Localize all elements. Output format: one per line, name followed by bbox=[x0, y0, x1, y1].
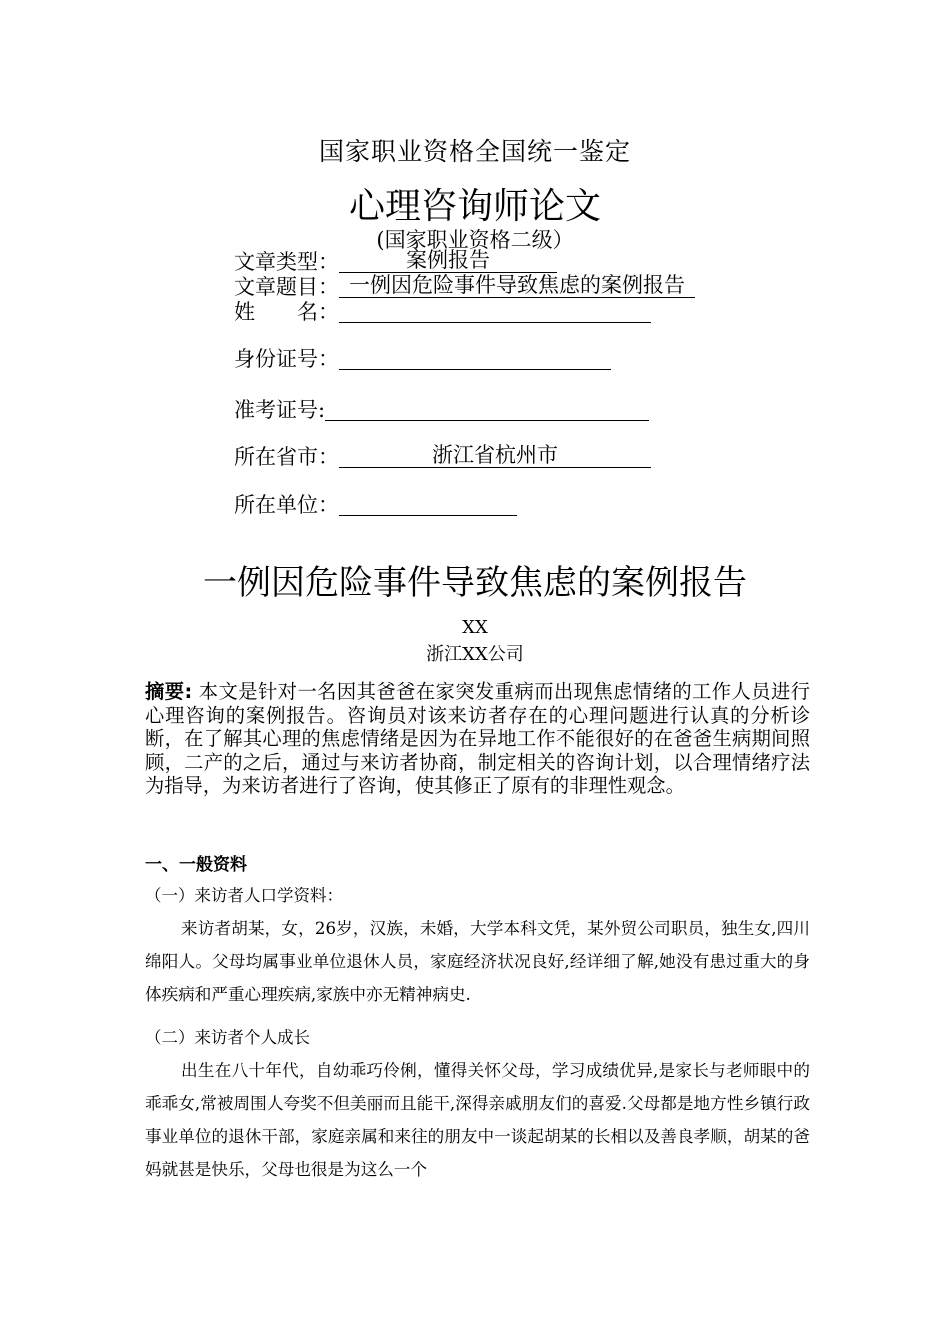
subsection-heading: （二）来访者个人成长 bbox=[145, 1028, 310, 1047]
article-author: XX bbox=[462, 617, 488, 638]
field-label: 所在省市： bbox=[234, 445, 339, 469]
field-article-topic bbox=[234, 273, 695, 301]
field-unit bbox=[234, 491, 517, 519]
abstract bbox=[145, 680, 810, 798]
field-label: 文章类型： bbox=[234, 250, 339, 274]
paragraph: 出生在八十年代，自幼乖巧伶俐，懂得关怀父母，学习成绩优异,是家长与老师眼中的乖乖女,常被周围人夸奖不但美丽而且能干,深得亲戚朋友们的喜爱.父母都是地方性乡镇行政事业单位的退休干部，家庭亲属和来往的朋友中一谈起胡某的长相以及善良孝顺，胡某的爸妈就甚是快乐，父母也很是为这么一个 bbox=[145, 1061, 810, 1179]
field-exam-number bbox=[234, 396, 649, 424]
certification-heading: 国家职业资格全国统一鉴定 bbox=[318, 137, 631, 166]
field-label: 所在单位： bbox=[234, 493, 339, 517]
field-blank bbox=[325, 396, 649, 421]
field-value: 案例报告 bbox=[339, 248, 557, 273]
field-blank bbox=[339, 491, 517, 516]
paragraph: 来访者胡某，女，26岁，汉族，未婚，大学本科文凭，某外贸公司职员，独生女,四川绵阳人。父母均属事业单位退休人员，家庭经济状况良好,经详细了解,她没有患过重大的身体疾病和严重心理疾病,家族中亦无精神病史. bbox=[145, 919, 810, 1004]
subsection-heading: （一）来访者人口学资料： bbox=[145, 886, 343, 905]
grade-subtitle: (国家职业资格二级） bbox=[376, 228, 574, 252]
field-value: 浙江省杭州市 bbox=[339, 443, 651, 468]
field-id-number bbox=[234, 345, 611, 373]
field-article-type bbox=[234, 248, 557, 276]
field-name bbox=[234, 298, 651, 326]
section-heading: 一、一般资料 bbox=[145, 855, 247, 875]
field-blank bbox=[339, 298, 651, 323]
article-organization: 浙江XX公司 bbox=[426, 644, 524, 665]
field-label: 准考证号: bbox=[234, 398, 326, 422]
field-label: 姓 名： bbox=[234, 300, 339, 324]
field-blank bbox=[339, 345, 611, 370]
paper-title: 心理咨询师论文 bbox=[348, 186, 601, 227]
field-label: 文章题目： bbox=[234, 275, 339, 299]
field-value: 一例因危险事件导致焦虑的案例报告 bbox=[339, 273, 695, 298]
field-label: 身份证号： bbox=[234, 347, 339, 371]
abstract-label: 摘要: bbox=[145, 680, 193, 703]
abstract-text: 本文是针对一名因其爸爸在家突发重病而出现焦虑情绪的工作人员进行心理咨询的案例报告。咨询员对该来访者存在的心理问题进行认真的分析诊断，在了解其心理的焦虑情绪是因为在异地工作不能很好的在爸爸生病期间照顾，二产的之后，通过与来访者协商，制定相关的咨询计划，以合理情绪疗法为指导，为来访者进行了咨询，使其修正了原有的非理性观念。 bbox=[145, 680, 811, 797]
field-province-city bbox=[234, 443, 651, 471]
article-title: 一例因危险事件导致焦虑的案例报告 bbox=[203, 563, 747, 603]
